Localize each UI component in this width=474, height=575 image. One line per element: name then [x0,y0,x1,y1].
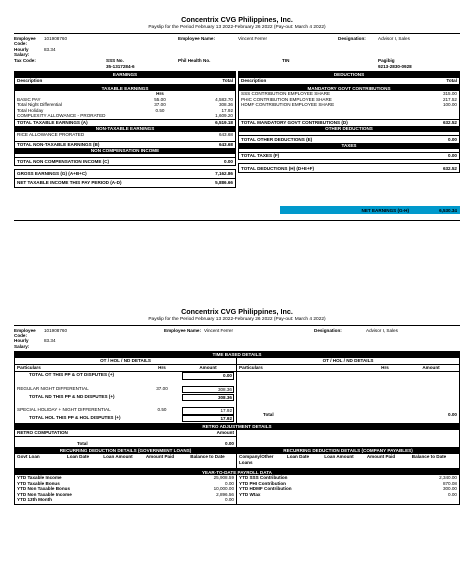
mandatory-contrib-header: MANDATORY GOVT CONTRIBUTIONS [239,85,459,91]
mandatory-contrib-list [239,91,459,107]
total-deductions-label: TOTAL DEDUCTIONS (H) (D+E+F) [241,165,314,171]
hourly-salary: 83.34 [44,46,56,52]
earning-description: BASIC PAY [17,96,41,102]
ytd-value: 0.00 [225,480,234,486]
ytd-value: 2,340.00 [439,475,457,481]
column-header: Amount Paid [366,454,396,460]
spnd-amount: 17.92 [182,407,234,414]
hrs-label: Hrs [158,365,166,371]
total-label: Total [222,78,233,84]
earning-hrs: 55.00 [154,96,166,102]
ytd-label: YTD 13th Month [17,496,52,502]
earning-hrs: 0.50 [155,107,165,113]
column-header: Loan Date [66,454,90,460]
total-nd-label: TOTAL ND THIS PP & ND DISPUTES (+) [29,393,115,399]
employee-info [14,328,460,349]
description-label: Description [241,78,267,84]
employee-name: Vincent Ferrer [238,35,268,41]
time-based-details [14,351,460,424]
ytd-payroll [14,469,460,505]
ytd-value: 0.00 [448,491,457,497]
deduction-description: PHIC CONTRIBUTION EMPLOYEE SHARE [241,96,332,102]
govt-loans-header: RECURRING DEDUCTION DETAILS (GOVERNMENT LOANS) [15,448,236,454]
rnd-hrs: 37.00 [156,386,168,392]
total-deductions-value: 632.52 [442,165,457,171]
net-earnings-row [14,206,460,214]
govt-loans-columns [15,454,236,460]
ytd-right-list [237,475,459,504]
column-header: Balance to Date [190,454,225,460]
noncomp-income-header: NON COMPENSATION INCOME [15,148,235,154]
total-nd-value: 308.36 [182,394,234,401]
amount-label: Amount [199,365,217,371]
retro-amount-label: Amount [216,430,234,436]
earning-total: 17.92 [221,107,233,113]
gross-earnings-value: 7,162.86 [215,171,233,177]
divider [14,325,460,326]
earning-description: RICE ALLOWANCE PRORATED [17,132,85,138]
ot-details-right-header: OT / HOL / ND DETAILS [237,358,459,365]
ytd-value: 25,908.59 [213,475,234,481]
total-ot-label: TOTAL OT THIS PP & OT DISPUTES (+) [29,372,115,378]
total-nontaxable-label: TOTAL NON-TAXABLE EARNINGS (B) [17,142,100,148]
hourly-salary-label: Hourly Salary: [14,46,30,58]
ot-details-left-header: OT / HOL / ND DETAILS [15,358,236,365]
pay-period: Payslip for the Period February 13 2022-February 26 2022 (Pay-out: March 4 2022) [148,25,326,31]
retro-computation-label: RETRO COMPUTATION [17,430,68,436]
deduction-description: HDMF CONTRIBUTION EMPLOYEE SHARE [241,102,335,108]
ytd-value: 2,896.56 [216,491,234,497]
amount-label: Amount [422,365,440,371]
earning-hrs [135,113,185,118]
column-header: Amount Paid [145,454,175,460]
total-noncomp-value: 0.00 [224,158,233,164]
company-name: Concentrix CVG Philippines, Inc. [181,15,293,24]
total-mandatory-value: 632.52 [442,120,457,126]
table-row [15,132,235,137]
other-deductions-header: OTHER DEDUCTIONS [239,126,459,132]
net-taxable-label: NET TAXABLE INCOME THIS PAY PERIOD (A-D) [17,180,122,186]
deduction-total: 315.00 [442,91,457,97]
company-loans-columns [237,454,459,465]
list-item [15,497,236,502]
column-header: Company/Other Loans [239,454,274,465]
table-row [15,113,235,118]
right-total-label: Total [263,412,274,418]
column-header: Govt Loan [17,454,40,460]
employee-code-label: Employee Code: [14,35,36,47]
pagibig-number: 9213-2830-0928 [378,63,412,69]
earning-total: 308.36 [218,102,233,108]
net-earnings-box [280,206,460,214]
employee-name-label: Employee Name: [164,327,202,333]
rnd-amount: 308.36 [182,386,234,393]
net-taxable-value: 5,886.66 [215,180,233,186]
total-noncomp-label: TOTAL NON COMPENSATION INCOME (C) [17,158,110,164]
total-taxable-value: 6,519.18 [215,120,233,126]
total-other-value: 0.00 [448,136,457,142]
tin-label: TIN [282,57,290,63]
total-taxable-label: TOTAL TAXABLE EARNINGS (A) [17,120,88,126]
company-name: Concentrix CVG Philippines, Inc. [181,307,293,316]
hrs-label: Hrs [381,365,389,371]
designation: Advisor I, Sales [366,327,398,333]
taxable-earnings-list [15,97,235,119]
earning-total: 4,583.70 [215,96,233,102]
total-label: Total [446,78,457,84]
total-taxes-value: 0.00 [448,153,457,159]
hourly-salary-label: Hourly Salary: [14,338,30,349]
deduction-total: 217.52 [442,96,457,102]
ytd-label: YTD PHI Contribution [239,480,286,486]
sss-label: SSS No. [106,57,124,63]
company-loans-header: RECURRING DEDUCTION DETAILS (COMPANY PAYABLES) [237,448,459,454]
recurring-deductions [14,448,460,469]
ytd-value: 870.08 [442,480,457,486]
net-earnings-label: NET EARNINGS (G-H) [361,207,409,213]
list-item [237,491,459,496]
total-mandatory-label: TOTAL MANDATORY GOVT CONTRIBUTIONS (D) [241,120,348,126]
earnings-header: EARNINGS [15,72,235,78]
retro-adjustment [14,424,460,448]
pagibig-label: Pagibig [378,57,395,63]
taxes-header: TAXES [239,143,459,149]
right-total-value: 0.00 [448,412,457,418]
earning-total: 643.68 [218,132,233,138]
particulars-label: Particulars [239,365,263,371]
earnings-deductions [14,71,460,188]
taxable-earnings-header: TAXABLE EARNINGS [15,85,235,91]
designation-label: Designation: [314,327,342,333]
employee-code: 101908760 [44,327,67,333]
divider [14,33,460,34]
pay-period: Payslip for the Period February 13 2022-February 26 2022 (Pay-out: March 4 2022) [148,317,326,323]
ytd-label: YTD Non Taxable Bonus [17,486,71,492]
retro-header: RETRO ADJUSTMENT DETAILS [15,424,459,430]
time-based-header: TIME BASED DETAILS [15,352,459,358]
earning-description: Total Holiday [17,107,44,113]
sss-number: 35-1317284-6 [106,63,135,69]
ytd-label: YTD SSS Contribution [239,475,288,481]
gross-earnings-label: GROSS EARNINGS (G) (A+B+C) [17,171,87,177]
earning-hrs: 37.00 [154,102,166,108]
ytd-label: YTD HDMF Contribution [239,486,292,492]
employee-info [14,36,460,69]
total-ot-value: 0.00 [182,372,234,379]
column-header: Loan Amount [324,454,354,460]
payslip-summary [14,16,460,221]
ytd-left-list [15,475,237,504]
retro-total-value: 0.00 [225,441,234,447]
description-label: Description [17,78,43,84]
total-hol-label: TOTAL HOL THIS PP & HOL DISPUTES (+) [29,415,121,421]
total-other-label: TOTAL OTHER DEDUCTIONS (E) [241,136,313,142]
employee-code-label: Employee Code: [14,327,36,339]
deduction-description: SSS CONTRIBUTION EMPLOYEE SHARE [241,91,331,97]
tax-code-label: Tax Code: [14,57,36,63]
employee-name-label: Employee Name: [178,35,216,41]
total-hol-value: 17.92 [182,415,234,422]
deductions-section [238,71,460,188]
column-header: Loan Amount [103,454,133,460]
ytd-label: YTD Wtax [239,491,261,497]
deduction-total: 100.00 [442,102,457,108]
table-row [239,102,459,107]
ytd-label: YTD Taxable Bonus [17,480,60,486]
employee-name: Vincent Ferrer [204,327,234,333]
designation: Advisor I, Sales [378,35,410,41]
payslip-details [14,308,460,505]
earnings-section [14,71,236,188]
net-earnings-value: 6,530.34 [439,207,457,213]
ytd-value: 10,000.00 [213,486,234,492]
employee-code: 101908760 [44,35,67,41]
nontaxable-earnings-list [15,132,235,137]
hrs-label: Hrs [156,91,164,97]
hourly-salary: 83.34 [44,338,56,344]
column-header: Loan Date [286,454,310,460]
designation-label: Designation: [338,35,366,41]
ytd-value: 0.00 [225,496,234,502]
earning-description: Total Night Differential [17,102,62,108]
column-header: Balance to Date [411,454,447,460]
rnd-label: REGULAR NIGHT DIFFERENTIAL [17,386,89,392]
earning-description: COMPLEXITY ALLOWANCE - PRORATED [17,113,106,119]
total-nontaxable-value: 643.68 [218,142,233,148]
deductions-header: DEDUCTIONS [239,72,459,78]
ytd-value: 300.00 [442,486,457,492]
spnd-hrs: 0.50 [157,407,167,413]
total-taxes-label: TOTAL TAXES (F) [241,153,280,159]
philhealth-label: Phil Health No. [178,57,211,63]
ytd-header: YEAR-TO-DATE PAYROLL DATA [15,469,459,475]
nontaxable-earnings-header: NON-TAXABLE EARNINGS [15,126,235,132]
particulars-label: Particulars [17,365,41,371]
earning-total: 1,609.20 [215,113,233,119]
retro-total-label: Total [77,441,88,447]
ytd-label: YTD Non Taxable Income [17,491,72,497]
ytd-label: YTD Taxable Income [17,475,62,481]
spnd-label: SPECIAL HOLIDAY + NIGHT DIFFERENTIAL [17,407,111,413]
